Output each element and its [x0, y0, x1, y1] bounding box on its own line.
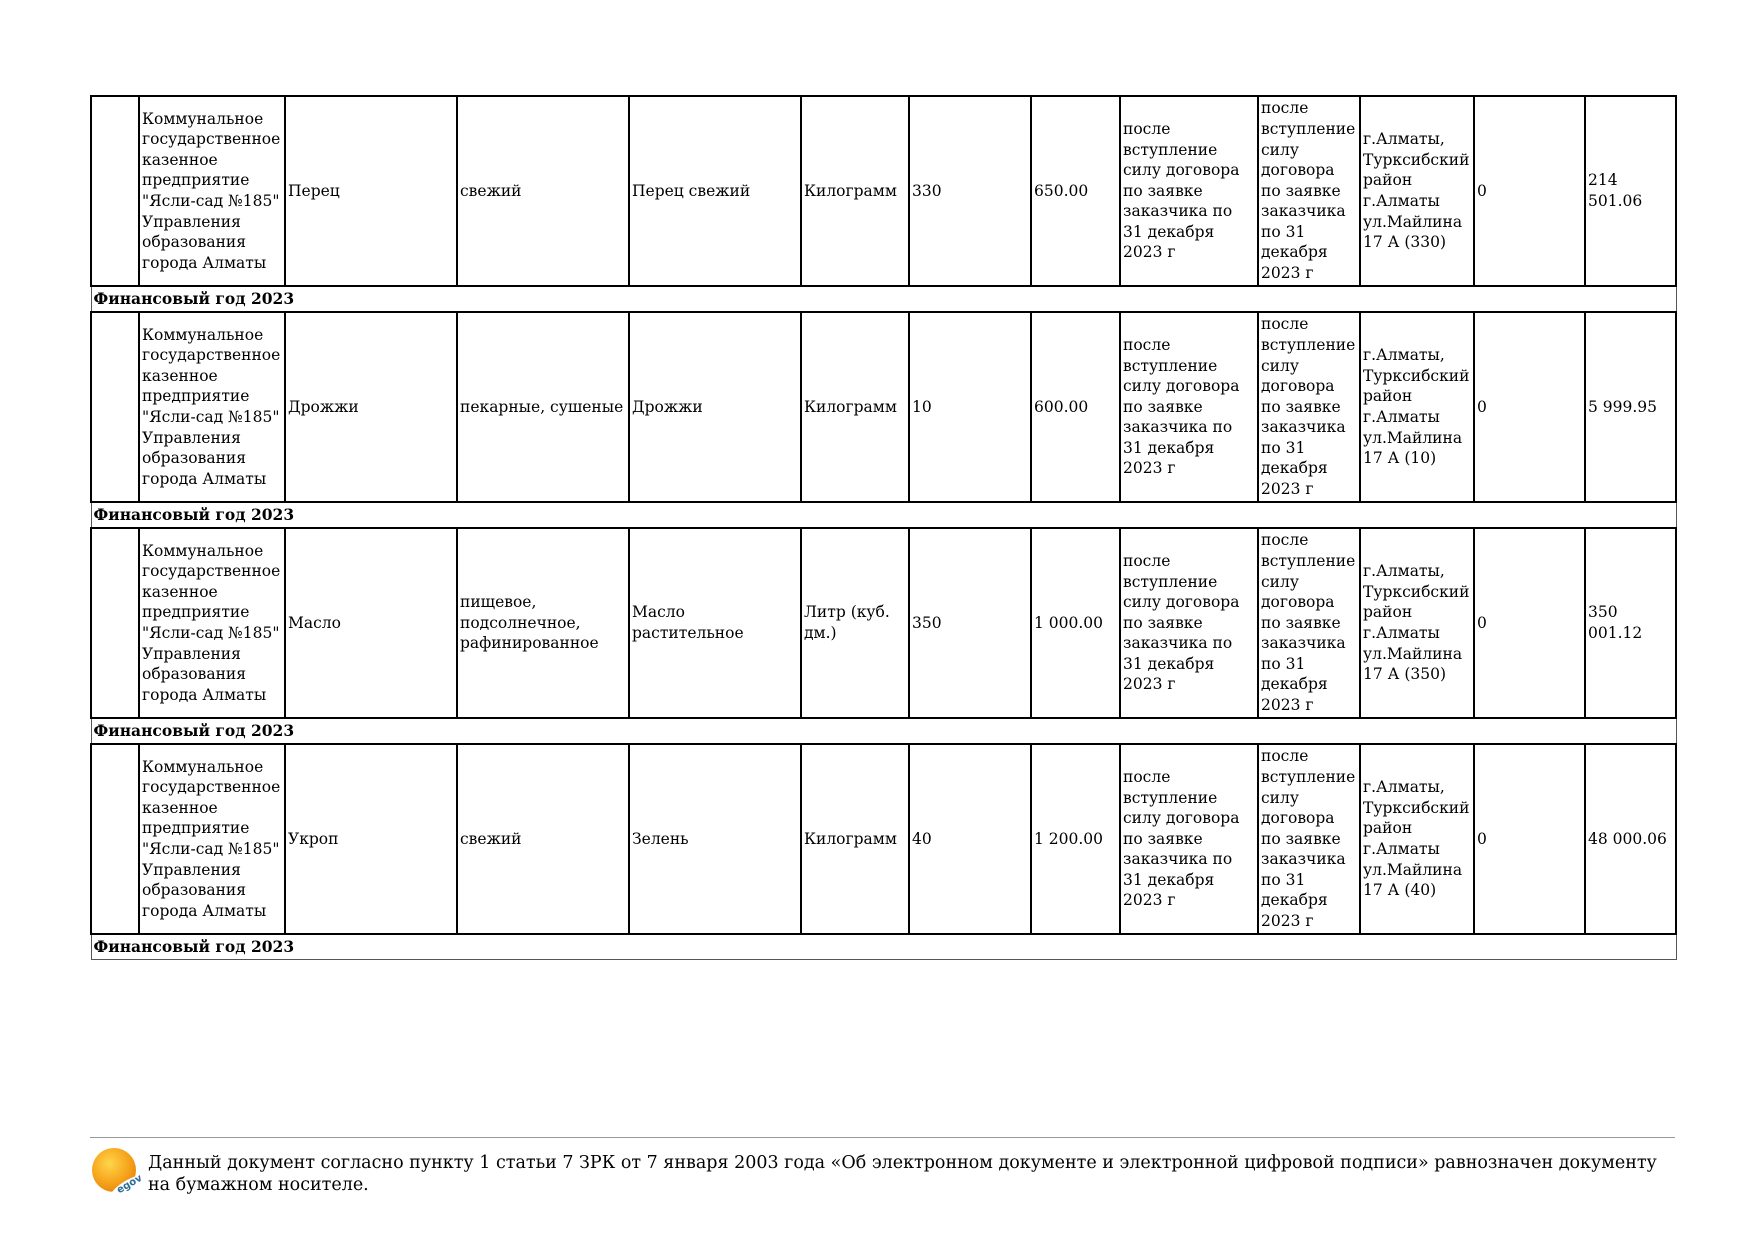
financial-year-row: [91, 502, 1676, 528]
delivery-term-cell: после вступление силу договора по заявке заказчика по 31 декабря 2023 г: [1120, 744, 1258, 934]
advance-cell: 0: [1474, 96, 1585, 286]
item-name-cell: Перец: [285, 96, 457, 286]
delivery-term-cell: после вступление силу договора по заявке заказчика по 31 декабря 2023 г: [1120, 96, 1258, 286]
quantity-cell: 350: [909, 528, 1031, 718]
price-cell: 1 000.00: [1031, 528, 1120, 718]
empty-cell: [91, 96, 139, 286]
table-row: [91, 744, 1676, 934]
financial-year-row: [91, 934, 1676, 960]
delivery-term-cell: после вступление силу договора по заявке заказчика по 31 декабря 2023 г: [1120, 312, 1258, 502]
item-description-cell: Масло растительное: [629, 528, 801, 718]
item-name-cell: Дрожжи: [285, 312, 457, 502]
table-row: [91, 312, 1676, 502]
price-cell: 600.00: [1031, 312, 1120, 502]
quantity-cell: 330: [909, 96, 1031, 286]
empty-cell: [91, 744, 139, 934]
sum-cell: 5 999.95: [1585, 312, 1676, 502]
customer-cell: Коммунальное государственное казенное предприятие "Ясли-сад №185" Управления образования города Алматы: [139, 96, 285, 286]
unit-cell: Килограмм: [801, 312, 909, 502]
item-characteristic-cell: пекарные, сушеные: [457, 312, 629, 502]
empty-cell: [91, 312, 139, 502]
item-characteristic-cell: свежий: [457, 744, 629, 934]
unit-cell: Килограмм: [801, 744, 909, 934]
delivery-place-cell: г.Алматы, Турксибский район г.Алматы ул.Майлина 17 А (330): [1360, 96, 1474, 286]
sum-cell: 214 501.06: [1585, 96, 1676, 286]
item-description-cell: Перец свежий: [629, 96, 801, 286]
customer-cell: Коммунальное государственное казенное предприятие "Ясли-сад №185" Управления образования города Алматы: [139, 528, 285, 718]
advance-cell: 0: [1474, 744, 1585, 934]
table-row: [91, 96, 1676, 286]
delivery-term-cell: после вступление силу договора по заявке заказчика по 31 декабря 2023 г: [1120, 528, 1258, 718]
item-description-cell: Дрожжи: [629, 312, 801, 502]
financial-year-row: [91, 286, 1676, 312]
quantity-cell: 10: [909, 312, 1031, 502]
delivery-term-cell: после вступление силу договора по заявке заказчика по 31 декабря 2023 г: [1258, 96, 1360, 286]
delivery-place-cell: г.Алматы, Турксибский район г.Алматы ул.Майлина 17 А (40): [1360, 744, 1474, 934]
sum-cell: 350 001.12: [1585, 528, 1676, 718]
quantity-cell: 40: [909, 744, 1031, 934]
item-characteristic-cell: свежий: [457, 96, 629, 286]
egov-sun-logo-icon: [90, 1146, 145, 1197]
delivery-place-cell: г.Алматы, Турксибский район г.Алматы ул.Майлина 17 А (10): [1360, 312, 1474, 502]
advance-cell: 0: [1474, 528, 1585, 718]
customer-cell: Коммунальное государственное казенное предприятие "Ясли-сад №185" Управления образования города Алматы: [139, 312, 285, 502]
financial-year-label: Финансовый год 2023: [91, 934, 1676, 960]
financial-year-label: Финансовый год 2023: [91, 502, 1676, 528]
delivery-term-cell: после вступление силу договора по заявке заказчика по 31 декабря 2023 г: [1258, 312, 1360, 502]
item-description-cell: Зелень: [629, 744, 801, 934]
svg-text:egov: egov: [115, 1172, 145, 1197]
advance-cell: 0: [1474, 312, 1585, 502]
item-name-cell: Укроп: [285, 744, 457, 934]
financial-year-label: Финансовый год 2023: [91, 286, 1676, 312]
document-footer: [90, 1137, 1675, 1196]
financial-year-row: [91, 718, 1676, 744]
item-name-cell: Масло: [285, 528, 457, 718]
legal-notice: Данный документ согласно пункту 1 статьи 7 ЗРК от 7 января 2003 года «Об электронном документе и электронной цифровой подписи» равнозначен документу на бумажном носителе.: [148, 1153, 1657, 1195]
unit-cell: Килограмм: [801, 96, 909, 286]
procurement-table: [90, 95, 1677, 960]
delivery-term-cell: после вступление силу договора по заявке заказчика по 31 декабря 2023 г: [1258, 744, 1360, 934]
financial-year-label: Финансовый год 2023: [91, 718, 1676, 744]
empty-cell: [91, 528, 139, 718]
item-characteristic-cell: пищевое, подсолнечное, рафинированное: [457, 528, 629, 718]
customer-cell: Коммунальное государственное казенное предприятие "Ясли-сад №185" Управления образования города Алматы: [139, 744, 285, 934]
table-row: [91, 528, 1676, 718]
delivery-place-cell: г.Алматы, Турксибский район г.Алматы ул.Майлина 17 А (350): [1360, 528, 1474, 718]
price-cell: 1 200.00: [1031, 744, 1120, 934]
price-cell: 650.00: [1031, 96, 1120, 286]
sum-cell: 48 000.06: [1585, 744, 1676, 934]
delivery-term-cell: после вступление силу договора по заявке заказчика по 31 декабря 2023 г: [1258, 528, 1360, 718]
unit-cell: Литр (куб. дм.): [801, 528, 909, 718]
